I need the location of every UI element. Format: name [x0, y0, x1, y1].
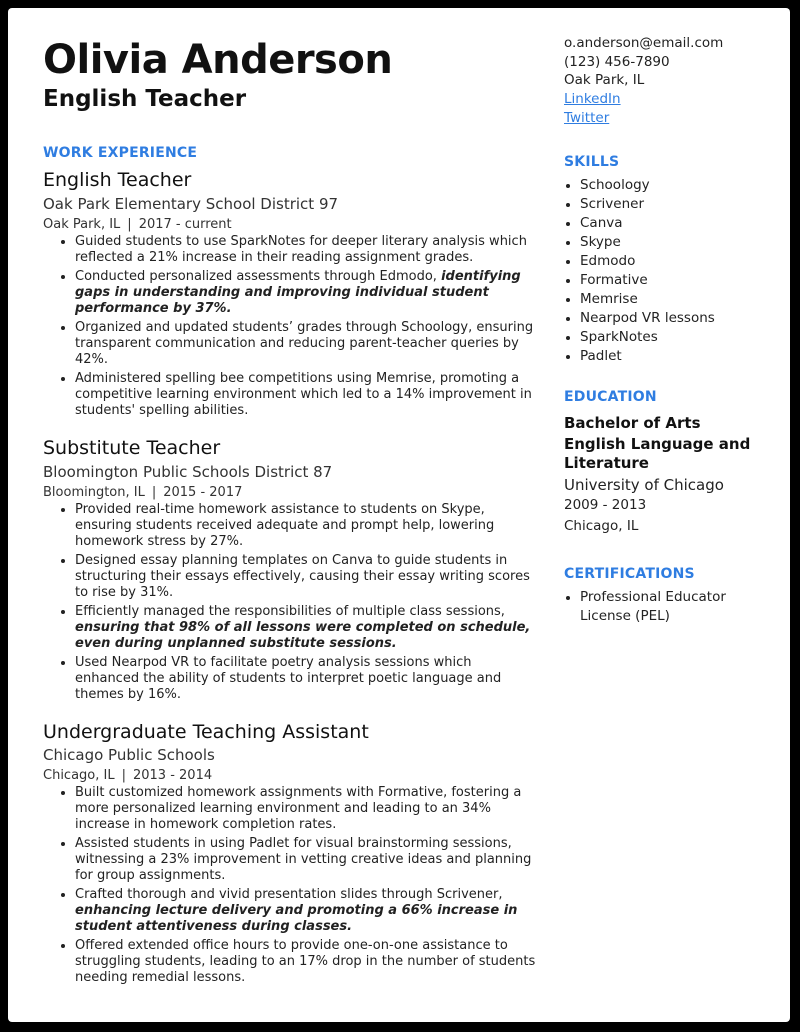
job-organization: Bloomington Public Schools District 87: [43, 462, 333, 481]
bullet-text: Administered spelling bee competitions using Memrise, promoting a competitive learning environment which led to a 14% improvement in students' spelling abilities.: [75, 370, 532, 418]
job-dates: 2013 - 2014: [132, 768, 213, 784]
education-school: University of Chicago: [564, 475, 724, 494]
certification-item: Professional Educator License (PEL): [564, 588, 774, 626]
job-bullet: [43, 887, 538, 935]
job-bullet: [43, 604, 538, 652]
education-degree-line1: Bachelor of Arts: [564, 413, 701, 432]
contact-email: o.anderson@email.com: [564, 35, 724, 51]
job-bullet: [43, 269, 538, 317]
job-list: [43, 169, 538, 986]
meta-separator: |: [127, 216, 132, 232]
skill-item: Edmodo: [564, 252, 774, 271]
contact-block: [564, 34, 774, 128]
skill-item: Canva: [564, 214, 774, 233]
skill-item: Skype: [564, 233, 774, 252]
bullet-text: Designed essay planning templates on Canva to guide students in structuring their essays effectively, causing their essay writing scores to rise by 31%.: [75, 552, 530, 600]
job-bullets: [43, 234, 538, 419]
bullet-text: Used Nearpod VR to facilitate poetry analysis sessions which enhanced the ability of students to interpret poetic language and themes by 16%.: [75, 654, 502, 702]
job-bullets: [43, 785, 538, 986]
skills-list: [564, 176, 774, 366]
skill-item: SparkNotes: [564, 328, 774, 347]
contact-phone: (123) 456-7890: [564, 53, 670, 70]
job-bullet: [43, 502, 538, 550]
resume-page: [8, 8, 790, 1022]
job-bullet: [43, 655, 538, 703]
job-bullet: [43, 553, 538, 601]
bullet-emphasis: ensuring that 98% of all lessons were completed on schedule, even during unplanned substitute sessions.: [75, 619, 531, 651]
twitter-link[interactable]: Twitter: [564, 109, 610, 126]
meta-separator: |: [151, 484, 157, 500]
bullet-text: Built customized homework assignments with Formative, fostering a more personalized learning environment and leading to an 34% increase in homework completion rates.: [75, 785, 522, 833]
bullet-text: Provided real-time homework assistance to students on Skype, ensuring students received adequate and prompt help, lowering homework stress by 27%.: [75, 501, 495, 549]
skill-item: Scrivener: [564, 195, 774, 214]
job-organization: Chicago Public Schools: [43, 746, 215, 765]
job-title: Undergraduate Teaching Assistant: [43, 720, 369, 743]
job-location: Oak Park, IL: [43, 216, 121, 232]
education-location: Chicago, IL: [564, 517, 639, 534]
job-bullet: [43, 371, 538, 419]
bullet-text: Guided students to use SparkNotes for deeper literary analysis which reflected a 21% increase in their reading assignment grades.: [75, 233, 527, 265]
job-bullet: [43, 938, 538, 986]
job-location: Bloomington, IL: [43, 484, 145, 500]
education-dates: 2009 - 2013: [564, 496, 647, 513]
skill-item: Padlet: [564, 347, 774, 366]
work-experience-heading: WORK EXPERIENCE: [43, 145, 198, 161]
bullet-text: Organized and updated students’ grades through Schoology, ensuring transparent communication and reducing parent-teacher queries by 42%.: [75, 319, 534, 367]
education-degree: [564, 414, 774, 473]
job-meta: [43, 217, 538, 232]
job-bullet: [43, 785, 538, 833]
candidate-name: Olivia Anderson: [43, 37, 393, 83]
bullet-emphasis: identifying gaps in understanding and improving individual student performance by 37%.: [75, 268, 521, 316]
job-bullet: [43, 836, 538, 884]
certifications-heading: CERTIFICATIONS: [564, 565, 695, 582]
sidebar-column: [564, 34, 774, 626]
job-entry: [43, 437, 538, 703]
education-heading: EDUCATION: [564, 388, 657, 405]
bullet-text: Conducted personalized assessments through Edmodo,: [75, 268, 442, 284]
skill-item: Formative: [564, 271, 774, 290]
skill-item: Memrise: [564, 290, 774, 309]
skills-heading: SKILLS: [564, 153, 620, 170]
certifications-list: [564, 588, 774, 626]
skill-item: Nearpod VR lessons: [564, 309, 774, 328]
job-dates: 2015 - 2017: [163, 484, 243, 500]
bullet-emphasis: enhancing lecture delivery and promoting a 66% increase in student attentiveness during classes.: [75, 903, 518, 935]
bullet-text: Offered extended office hours to provide one-on-one assistance to struggling students, leading to an 17% drop in the number of students needing remedial lessons.: [75, 938, 536, 986]
job-bullet: [43, 320, 538, 368]
job-entry: [43, 169, 538, 419]
skill-item: Schoology: [564, 176, 774, 195]
job-organization: Oak Park Elementary School District 97: [43, 194, 339, 213]
bullet-text: Crafted thorough and vivid presentation slides through Scrivener,: [75, 887, 503, 903]
job-bullet: [43, 234, 538, 266]
bullet-text: Assisted students in using Padlet for visual brainstorming sessions, witnessing a 23% improvement in vetting creative ideas and planning for group assignments.: [75, 836, 532, 884]
linkedin-link[interactable]: LinkedIn: [564, 91, 621, 108]
education-degree-line2: English Language and Literature: [564, 434, 751, 472]
contact-location: Oak Park, IL: [564, 72, 645, 89]
job-bullets: [43, 502, 538, 703]
job-title: English Teacher: [43, 169, 192, 191]
job-meta: [43, 768, 538, 783]
job-dates: 2017 - current: [138, 216, 232, 232]
meta-separator: |: [121, 768, 126, 784]
job-meta: [43, 485, 538, 500]
bullet-text: Efficiently managed the responsibilities of multiple class sessions,: [75, 603, 505, 619]
candidate-title: English Teacher: [43, 86, 247, 112]
job-entry: [43, 721, 538, 987]
job-location: Chicago, IL: [43, 768, 115, 784]
main-column: [43, 38, 538, 989]
job-title: Substitute Teacher: [43, 436, 221, 459]
